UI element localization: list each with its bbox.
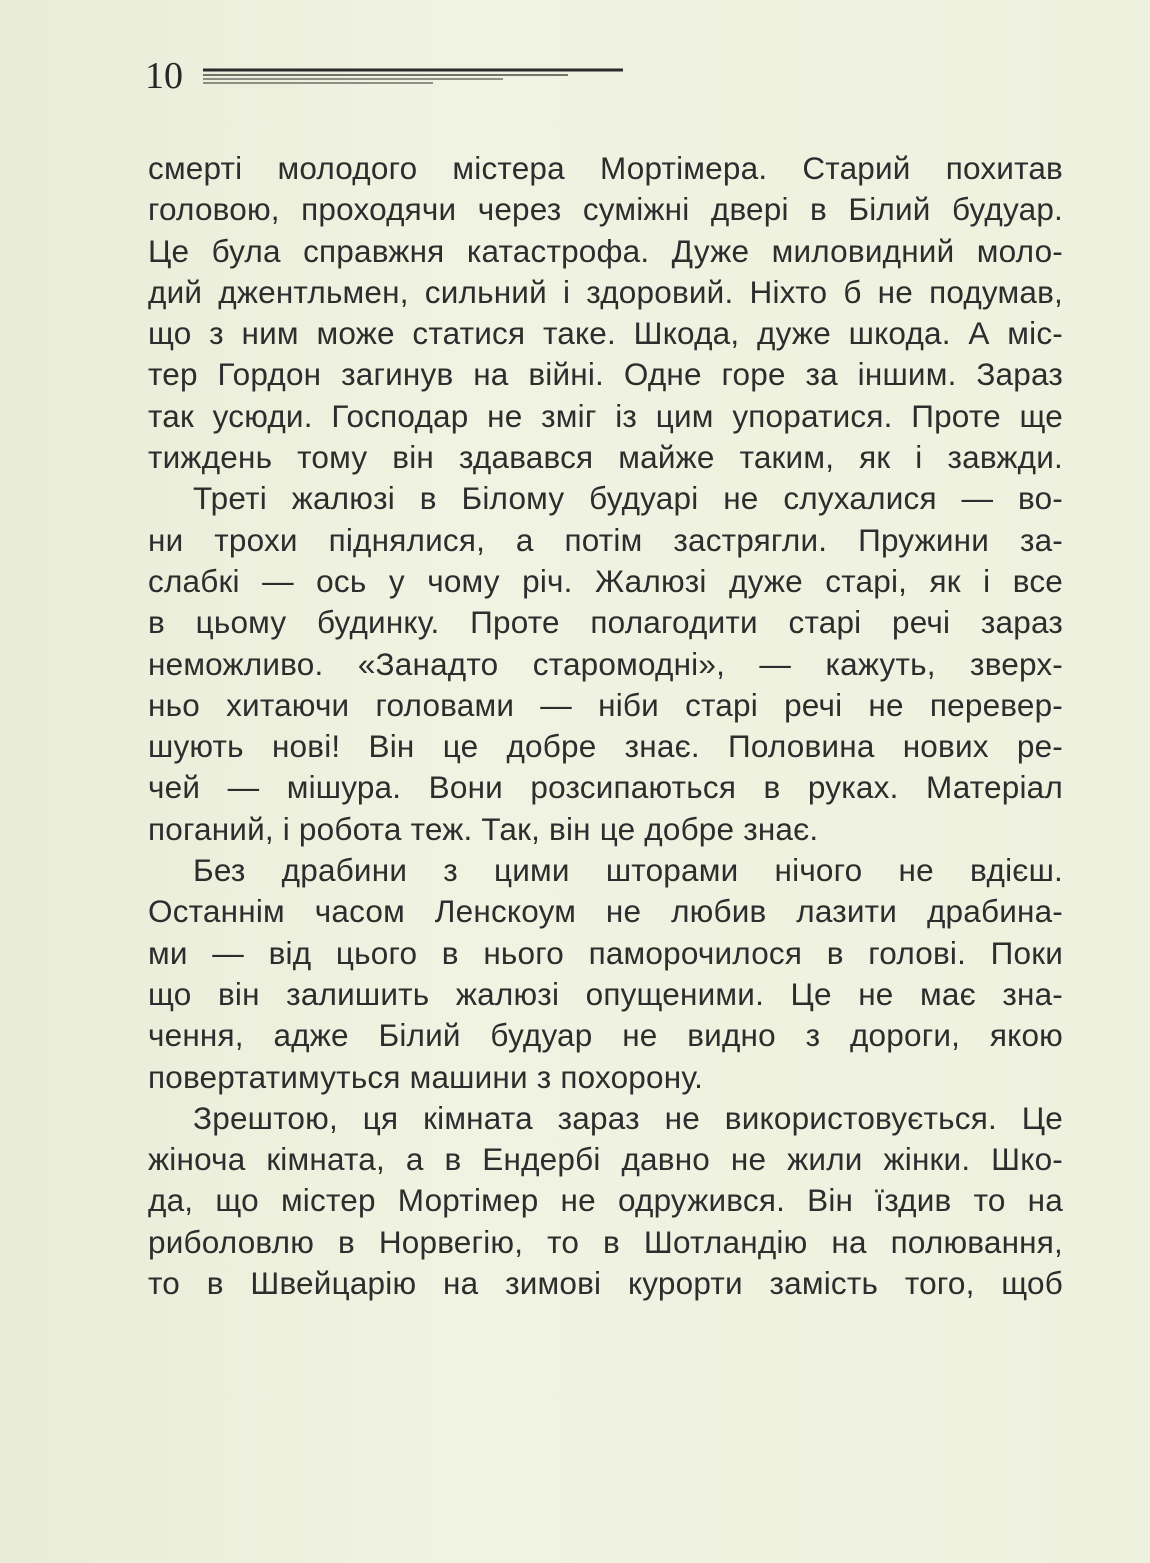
text-line: то в Швейцарію на зимові курорти замість того, щоб: [148, 1265, 1063, 1302]
text-line: так усюди. Господар не зміг із цим упоратися. Проте ще: [148, 397, 1063, 434]
page-header: [145, 52, 645, 100]
text-line: Без драбини з цими шторами нічого не вдієш.: [193, 852, 1063, 889]
paragraph-4: [148, 1098, 1063, 1304]
text-line: в цьому будинку. Проте полагодити старі речі зараз: [148, 604, 1063, 641]
text-line: Це була справжня катастрофа. Дуже миловидний моло-: [148, 232, 1063, 269]
text-line: Останнім часом Ленскоум не любив лазити драбина-: [148, 893, 1063, 930]
text-line: да, що містер Мортімер не одружився. Він їздив то на: [148, 1182, 1063, 1219]
text-line: слабкі — ось у чому річ. Жалюзі дуже старі, як і все: [148, 562, 1063, 599]
text-line: тер Гордон загинув на війні. Одне горе за іншим. Зараз: [148, 356, 1063, 393]
text-line: риболовлю в Норвегію, то в Шотландію на полювання,: [148, 1223, 1063, 1260]
text-line: що з ним може статися таке. Шкода, дуже шкода. А міс-: [148, 315, 1063, 352]
text-line: головою, проходячи через суміжні двері в Білий будуар.: [148, 191, 1063, 228]
text-line: чення, адже Білий будуар не видно з дороги, якою: [148, 1017, 1063, 1054]
text-line: смерті молодого містера Мортімера. Старий похитав: [148, 150, 1063, 186]
text-line: ми — від цього в нього паморочилося в голові. Поки: [148, 934, 1063, 971]
paragraph-3: [148, 850, 1063, 1098]
text-line: жіноча кімната, а в Ендербі давно не жили жінки. Шко-: [148, 1141, 1063, 1178]
text-line: Зрештою, ця кімната зараз не використовується. Це: [193, 1099, 1063, 1136]
text-line: шують нові! Він це добре знає. Половина нових ре-: [148, 728, 1063, 765]
text-line: ньо хитаючи головами — ніби старі речі не перевер-: [148, 686, 1063, 723]
paragraph-2: [148, 478, 1063, 850]
text-line: Треті жалюзі в Білому будуарі не слухалися — во-: [193, 480, 1063, 517]
text-line: що він залишить жалюзі опущеними. Це не має зна-: [148, 975, 1063, 1012]
text-line: неможливо. «Занадто старомодні», — кажуть, зверх-: [148, 645, 1063, 682]
text-line: чей — мішура. Вони розсипаються в руках. Матеріал: [148, 769, 1063, 806]
paragraph-1: [148, 148, 1063, 478]
page-number: 10: [145, 55, 183, 97]
header-decorative-rule: [203, 52, 633, 92]
text-line: дий джентльмен, сильний і здоровий. Ніхто б не подумав,: [148, 273, 1063, 310]
body-text: [148, 148, 1063, 1304]
text-line: поганий, і робота теж. Так, він це добре знає.: [148, 810, 819, 847]
text-line: повертатимуться машини з похорону.: [148, 1058, 704, 1095]
text-line: ни трохи піднялися, а потім застрягли. Пружини за-: [148, 521, 1063, 558]
text-line: тиждень тому він здавався майже таким, як і завжди.: [148, 439, 1063, 476]
